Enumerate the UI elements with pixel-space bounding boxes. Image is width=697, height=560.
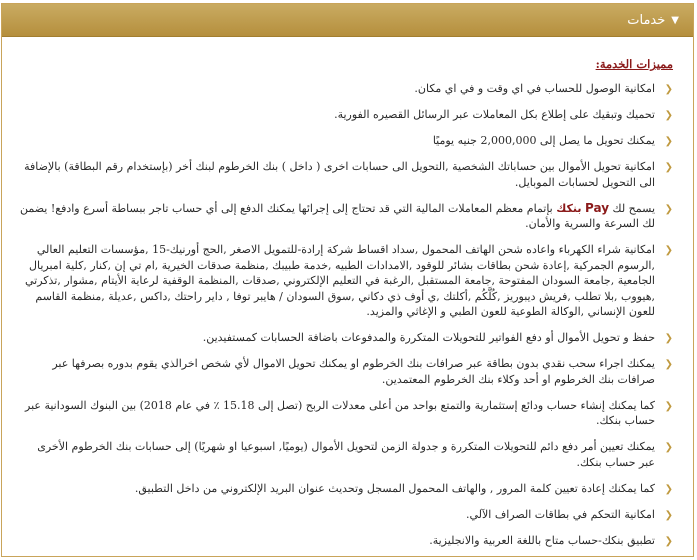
feature-text: امكانية شراء الكهرباء واعاده شحن الهاتف المحمول ,سداد اقساط شركة إرادة-للتمويل الاصغر ,الحج أورنيك-15 ,مؤسسات التعليم العالي ,الرسوم الجمركية ,إعادة شحن بطاقات بشائر للوقود ,الامدادات الطبيه ,خدمة طبيبك ,منظمة صدقات الخيرية ,ام تي إن ,كنار ,كلية امبريال الجامعية ,جامعة السودان المفتوحة ,جامعة المستقبل ,الرغبة في التعليم الإلكتروني ,صدقات ,المنظمة الوقفية لرعاية الأيتام ,مشوار ,تذكرتي ,هيووب ,بلا تطلب ,فريش ديبوريز ,كُلَّكُم ,أكلتك ,ي أوف ذي دكاني ,سوق السودان / هايبر توفا , داير راحتك ,داكس ,عديلة ,منظمة القاسم للعون الإنساني ,الوكالة الطوعية للعون الطبي و الإغاثي والمزيد. (24, 243, 655, 318)
panel-body (2, 37, 693, 548)
feature-text: تحميك وتبقيك على إطلاع بكل المعاملات عبر الرسائل القصيره الفورية. (334, 108, 655, 121)
feature-text: كما يمكنك إنشاء حساب ودائع إستثمارية والتمتع بواحد من أعلى معدلات الربح (تصل إلى 15.18 ٪ في عام 2018) بين البنوك السودانية عبر حساب بنكك. (25, 398, 655, 427)
chevron-left-icon: ❮ (664, 442, 673, 453)
brand-name: بنكك (556, 201, 582, 215)
caret-down-icon[interactable]: ▼ (671, 14, 679, 26)
feature-text: كما يمكنك إعادة تعيين كلمة المرور , والهاتف المحمول المسجل وتحديث عنوان البريد الإلكتروني من داخل التطبيق. (134, 481, 655, 495)
list-item (20, 439, 673, 470)
list-item (20, 133, 673, 149)
list-item (20, 481, 673, 497)
list-item (20, 356, 673, 387)
feature-text: امكانية التحكم في بطاقات الصراف الآلي. (465, 507, 655, 521)
brand-pay-label: Pay (585, 200, 610, 215)
section-title: مميزات الخدمة: (595, 57, 673, 71)
feature-text-post: بإتمام معظم المعاملات المالية التي قد تحتاج إلى إجرائها يمكنك الدفع إلى أي حساب تاجر ببساطة أسرع وادفع! يضمن لك السرعة والسرية والأمان. (19, 201, 655, 230)
chevron-left-icon: ❮ (664, 483, 673, 495)
feature-text: تطبيق بنكك-حساب متاح باللغة العربية والانجليزية. (429, 533, 655, 547)
panel-title: خدمات (627, 12, 666, 28)
chevron-left-icon: ❮ (664, 136, 673, 147)
list-item (20, 507, 673, 523)
chevron-left-icon: ❮ (664, 110, 673, 121)
list-item (20, 330, 673, 346)
feature-text: يمكنك تعيين أمر دفع دائم للتحويلات المتكررة و جدولة الزمن لتحويل الأموال (يوميًا, اسبوعيا او شهريًا) إلى حسابات بنك الخرطوم الأخرى عبر حساب بنكك. (37, 440, 655, 469)
chevron-left-icon: ❮ (664, 359, 673, 370)
list-item (20, 242, 673, 320)
feature-text: امكانية الوصول للحساب في اي وقت و في اي مكان. (414, 82, 655, 95)
chevron-left-icon: ❮ (664, 203, 673, 215)
feature-text: حفظ و تحويل الأموال أو دفع الفواتير للتحويلات المتكررة والمدفوعات باضافة الحسابات كمستفيدين. (202, 331, 655, 344)
list-item (20, 201, 673, 232)
services-panel-header[interactable] (2, 4, 693, 37)
feature-text-pre: يسمح لك (612, 201, 655, 215)
chevron-left-icon: ❮ (664, 509, 673, 521)
list-item (20, 398, 673, 429)
chevron-left-icon: ❮ (664, 84, 673, 95)
list-item (20, 533, 673, 549)
chevron-left-icon: ❮ (664, 400, 673, 412)
feature-text: يمكنك تحويل ما يصل إلى 2,000,000 جنيه يوميًا (432, 134, 655, 147)
feature-text: امكانية تحويل الأموال بين حساباتك الشخصية ,التحويل الى حسابات اخرى ( داخل ) بنك الخرطوم لبنك أخر (بإستخدام رقم البطاقة) بالإضافة الى التحويل لحسابات الموبايل. (24, 160, 655, 189)
list-item (20, 81, 673, 97)
features-list (20, 81, 673, 548)
feature-text: يمكنك اجراء سحب نقدي بدون بطاقة عبر صرافات بنك الخرطوم او يمكنك تحويل الاموال لأي شخص اخرالذي يقوم بدوره بصرفها عبر صرافات بنك الخرطوم او أحد وكلاء بنك الخرطوم المعتمدين. (52, 357, 655, 386)
chevron-left-icon: ❮ (664, 333, 673, 344)
chevron-left-icon: ❮ (664, 535, 673, 547)
list-item (20, 159, 673, 190)
list-item (20, 107, 673, 123)
services-panel (1, 3, 694, 557)
chevron-left-icon: ❮ (664, 245, 673, 256)
chevron-left-icon: ❮ (664, 162, 673, 173)
